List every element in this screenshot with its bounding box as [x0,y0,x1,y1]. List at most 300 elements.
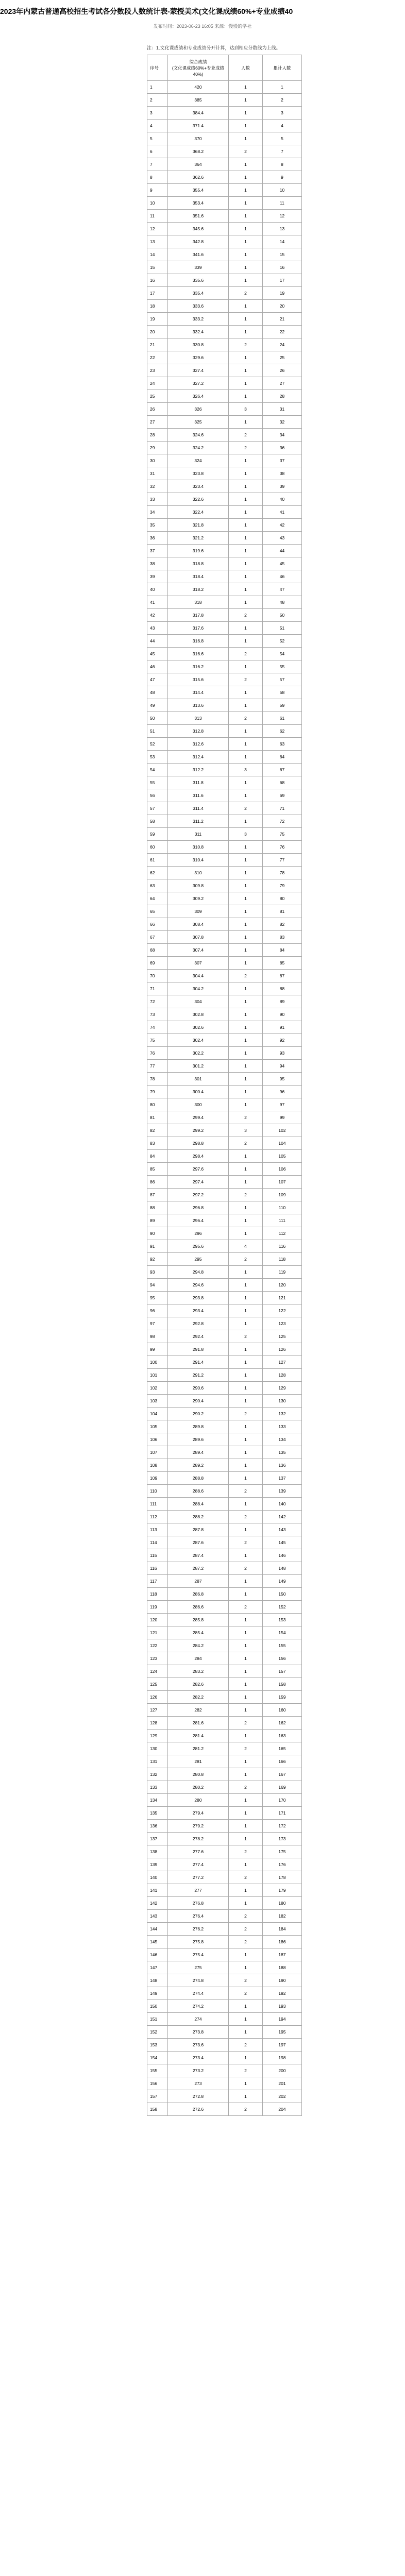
cell-count: 1 [229,1794,263,1807]
cell-score: 316.6 [168,648,229,660]
cell-index: 147 [147,1961,168,1974]
cell-index: 139 [147,1858,168,1871]
table-row [147,854,302,867]
table-row [147,1266,302,1279]
cell-count: 1 [229,918,263,931]
cell-score: 296.4 [168,1214,229,1227]
cell-cumulative: 17 [263,274,302,287]
table-row [147,1060,302,1073]
cell-index: 135 [147,1807,168,1820]
table-row [147,1201,302,1214]
cell-count: 2 [229,1111,263,1124]
table-row [147,1614,302,1626]
cell-index: 115 [147,1549,168,1562]
cell-score: 281.4 [168,1730,229,1742]
cell-index: 133 [147,1781,168,1794]
table-row [147,1098,302,1111]
table-row [147,390,302,403]
cell-score: 314.4 [168,686,229,699]
cell-cumulative: 116 [263,1240,302,1253]
cell-count: 1 [229,1292,263,1304]
cell-cumulative: 95 [263,1073,302,1086]
cell-count: 1 [229,841,263,854]
cell-count: 3 [229,403,263,416]
cell-index: 35 [147,519,168,532]
table-row [147,2039,302,2052]
table-row [147,184,302,197]
cell-count: 2 [229,1871,263,1884]
cell-score: 294.8 [168,1266,229,1279]
cell-cumulative: 72 [263,815,302,828]
cell-count: 1 [229,1163,263,1176]
cell-index: 87 [147,1189,168,1201]
cell-count: 1 [229,1214,263,1227]
cell-score: 273.6 [168,2039,229,2052]
cell-index: 136 [147,1820,168,1833]
table-row [147,1086,302,1098]
header-count: 人数 [229,55,263,81]
cell-count: 1 [229,1768,263,1781]
cell-index: 81 [147,1111,168,1124]
table-row [147,1459,302,1472]
cell-score: 289.6 [168,1433,229,1446]
cell-count: 1 [229,1304,263,1317]
table-row [147,1652,302,1665]
table-row [147,1910,302,1923]
cell-index: 106 [147,1433,168,1446]
table-row [147,1923,302,1936]
cell-count: 2 [229,1987,263,2000]
cell-index: 146 [147,1948,168,1961]
cell-cumulative: 82 [263,918,302,931]
cell-index: 51 [147,725,168,738]
table-row [147,1111,302,1124]
cell-cumulative: 7 [263,145,302,158]
cell-score: 302.2 [168,1047,229,1060]
table-row [147,1137,302,1150]
cell-score: 287.4 [168,1549,229,1562]
cell-index: 57 [147,802,168,815]
cell-score: 351.6 [168,210,229,223]
cell-count: 1 [229,454,263,467]
cell-count: 1 [229,210,263,223]
cell-count: 2 [229,1485,263,1498]
cell-cumulative: 38 [263,467,302,480]
cell-cumulative: 169 [263,1781,302,1794]
cell-count: 1 [229,1098,263,1111]
cell-cumulative: 67 [263,764,302,776]
cell-count: 1 [229,416,263,429]
cell-cumulative: 180 [263,1897,302,1910]
cell-score: 290.4 [168,1395,229,1408]
cell-count: 1 [229,1047,263,1060]
cell-cumulative: 39 [263,480,302,493]
cell-score: 327.4 [168,364,229,377]
table-row [147,1382,302,1395]
cell-count: 1 [229,982,263,995]
cell-count: 1 [229,467,263,480]
cell-index: 64 [147,892,168,905]
table-row [147,326,302,338]
cell-score: 298.4 [168,1150,229,1163]
cell-cumulative: 36 [263,442,302,454]
cell-count: 1 [229,892,263,905]
cell-count: 1 [229,493,263,506]
cell-cumulative: 12 [263,210,302,223]
cell-score: 298.8 [168,1137,229,1150]
cell-count: 1 [229,776,263,789]
cell-score: 302.8 [168,1008,229,1021]
table-row [147,145,302,158]
cell-count: 1 [229,1317,263,1330]
cell-index: 22 [147,351,168,364]
table-row [147,2052,302,2064]
cell-index: 86 [147,1176,168,1189]
cell-index: 91 [147,1240,168,1253]
cell-score: 316.8 [168,635,229,648]
cell-count: 1 [229,364,263,377]
cell-count: 1 [229,738,263,751]
cell-count: 1 [229,1459,263,1472]
cell-count: 1 [229,274,263,287]
cell-score: 272.8 [168,2090,229,2103]
cell-score: 324.6 [168,429,229,442]
cell-index: 103 [147,1395,168,1408]
cell-index: 119 [147,1601,168,1614]
table-row [147,2064,302,2077]
table-row [147,171,302,184]
cell-score: 304 [168,995,229,1008]
table-row [147,1008,302,1021]
table-row [147,1691,302,1704]
cell-index: 123 [147,1652,168,1665]
table-row [147,313,302,326]
cell-score: 302.4 [168,1034,229,1047]
cell-index: 128 [147,1717,168,1730]
cell-cumulative: 51 [263,622,302,635]
cell-count: 1 [229,519,263,532]
cell-cumulative: 71 [263,802,302,815]
table-row [147,931,302,944]
cell-score: 364 [168,158,229,171]
table-row [147,764,302,776]
cell-cumulative: 69 [263,789,302,802]
cell-index: 126 [147,1691,168,1704]
cell-count: 2 [229,287,263,300]
table-row [147,841,302,854]
cell-cumulative: 121 [263,1292,302,1304]
cell-score: 289.4 [168,1446,229,1459]
table-header-row [147,55,302,81]
cell-count: 1 [229,184,263,197]
table-row [147,493,302,506]
cell-score: 318 [168,596,229,609]
table-row [147,776,302,789]
table-row [147,879,302,892]
cell-score: 294.6 [168,1279,229,1292]
cell-index: 7 [147,158,168,171]
cell-cumulative: 160 [263,1704,302,1717]
cell-score: 321.2 [168,532,229,545]
table-row [147,905,302,918]
cell-count: 1 [229,879,263,892]
cell-score: 299.2 [168,1124,229,1137]
cell-count: 1 [229,2052,263,2064]
cell-count: 1 [229,1704,263,1717]
cell-index: 50 [147,712,168,725]
cell-score: 276.2 [168,1923,229,1936]
cell-index: 105 [147,1420,168,1433]
cell-index: 76 [147,1047,168,1060]
cell-index: 116 [147,1562,168,1575]
cell-index: 137 [147,1833,168,1845]
cell-cumulative: 14 [263,235,302,248]
cell-index: 38 [147,557,168,570]
cell-count: 2 [229,2039,263,2052]
cell-score: 277.6 [168,1845,229,1858]
cell-index: 41 [147,596,168,609]
cell-index: 89 [147,1214,168,1227]
cell-cumulative: 47 [263,583,302,596]
cell-score: 277.4 [168,1858,229,1871]
cell-score: 335.6 [168,274,229,287]
table-row [147,107,302,120]
table-row [147,596,302,609]
cell-cumulative: 4 [263,120,302,132]
table-row [147,2077,302,2090]
cell-score: 313 [168,712,229,725]
cell-cumulative: 21 [263,313,302,326]
cell-index: 156 [147,2077,168,2090]
cell-cumulative: 201 [263,2077,302,2090]
cell-index: 42 [147,609,168,622]
cell-index: 34 [147,506,168,519]
cell-cumulative: 119 [263,1266,302,1279]
cell-index: 153 [147,2039,168,2052]
cell-index: 150 [147,2000,168,2013]
cell-cumulative: 156 [263,1652,302,1665]
cell-cumulative: 159 [263,1691,302,1704]
cell-score: 285.8 [168,1614,229,1626]
cell-count: 1 [229,905,263,918]
table-row [147,1678,302,1691]
cell-count: 1 [229,1086,263,1098]
cell-count: 1 [229,1948,263,1961]
table-row [147,1858,302,1871]
cell-cumulative: 27 [263,377,302,390]
cell-count: 1 [229,944,263,957]
cell-cumulative: 102 [263,1124,302,1137]
table-row [147,1408,302,1420]
cell-cumulative: 54 [263,648,302,660]
cell-score: 273.4 [168,2052,229,2064]
cell-count: 1 [229,699,263,712]
cell-score: 307 [168,957,229,970]
cell-cumulative: 193 [263,2000,302,2013]
cell-count: 1 [229,557,263,570]
cell-score: 371.4 [168,120,229,132]
cell-count: 2 [229,1974,263,1987]
cell-score: 311 [168,828,229,841]
table-row [147,338,302,351]
table-row [147,158,302,171]
cell-score: 345.6 [168,223,229,235]
table-row [147,815,302,828]
cell-cumulative: 149 [263,1575,302,1588]
cell-cumulative: 129 [263,1382,302,1395]
cell-index: 52 [147,738,168,751]
cell-score: 324 [168,454,229,467]
table-row [147,1845,302,1858]
cell-index: 98 [147,1330,168,1343]
cell-cumulative: 188 [263,1961,302,1974]
cell-cumulative: 9 [263,171,302,184]
cell-count: 1 [229,1897,263,1910]
cell-count: 1 [229,313,263,326]
cell-score: 277 [168,1884,229,1897]
cell-index: 14 [147,248,168,261]
table-row [147,712,302,725]
cell-cumulative: 37 [263,454,302,467]
table-row [147,1588,302,1601]
cell-count: 2 [229,1511,263,1523]
cell-count: 1 [229,261,263,274]
cell-index: 77 [147,1060,168,1073]
cell-cumulative: 25 [263,351,302,364]
cell-count: 1 [229,1884,263,1897]
cell-index: 149 [147,1987,168,2000]
cell-score: 281.2 [168,1742,229,1755]
table-row [147,1897,302,1910]
cell-score: 318.4 [168,570,229,583]
table-row [147,1446,302,1459]
cell-cumulative: 171 [263,1807,302,1820]
cell-cumulative: 75 [263,828,302,841]
cell-score: 355.4 [168,184,229,197]
table-row [147,944,302,957]
table-row [147,1073,302,1086]
table-row [147,94,302,107]
cell-count: 1 [229,532,263,545]
cell-score: 312.2 [168,764,229,776]
table-row [147,1807,302,1820]
cell-cumulative: 182 [263,1910,302,1923]
table-row [147,557,302,570]
cell-count: 1 [229,1961,263,1974]
cell-score: 282.2 [168,1691,229,1704]
cell-index: 152 [147,2026,168,2039]
cell-index: 129 [147,1730,168,1742]
cell-cumulative: 132 [263,1408,302,1420]
table-row [147,223,302,235]
cell-count: 1 [229,1472,263,1485]
cell-score: 296 [168,1227,229,1240]
cell-count: 2 [229,1330,263,1343]
cell-cumulative: 63 [263,738,302,751]
cell-cumulative: 77 [263,854,302,867]
cell-score: 318.2 [168,583,229,596]
cell-score: 324.2 [168,442,229,454]
table-row [147,583,302,596]
cell-index: 99 [147,1343,168,1356]
table-row [147,1021,302,1034]
table-row [147,364,302,377]
cell-score: 297.6 [168,1163,229,1176]
table-row [147,1742,302,1755]
cell-index: 141 [147,1884,168,1897]
cell-count: 1 [229,1678,263,1691]
cell-index: 114 [147,1536,168,1549]
cell-index: 112 [147,1511,168,1523]
table-row [147,1369,302,1382]
cell-index: 12 [147,223,168,235]
cell-cumulative: 61 [263,712,302,725]
cell-cumulative: 46 [263,570,302,583]
article-meta [0,23,405,29]
cell-cumulative: 139 [263,1485,302,1498]
cell-count: 2 [229,1137,263,1150]
cell-index: 83 [147,1137,168,1150]
cell-index: 1 [147,81,168,94]
cell-cumulative: 162 [263,1717,302,1730]
cell-cumulative: 184 [263,1923,302,1936]
cell-score: 302.6 [168,1021,229,1034]
cell-cumulative: 192 [263,1987,302,2000]
table-row [147,1240,302,1253]
cell-index: 157 [147,2090,168,2103]
cell-cumulative: 5 [263,132,302,145]
cell-count: 1 [229,171,263,184]
cell-index: 75 [147,1034,168,1047]
table-row [147,1343,302,1356]
table-row [147,1356,302,1369]
cell-count: 1 [229,1034,263,1047]
cell-index: 46 [147,660,168,673]
cell-cumulative: 154 [263,1626,302,1639]
cell-index: 67 [147,931,168,944]
cell-score: 310.4 [168,854,229,867]
cell-score: 317.6 [168,622,229,635]
cell-cumulative: 153 [263,1614,302,1626]
cell-count: 4 [229,1240,263,1253]
cell-score: 295 [168,1253,229,1266]
cell-index: 110 [147,1485,168,1498]
cell-count: 1 [229,1343,263,1356]
cell-score: 317.8 [168,609,229,622]
cell-score: 279.4 [168,1807,229,1820]
table-row [147,751,302,764]
table-row [147,738,302,751]
table-row [147,1639,302,1652]
table-row [147,454,302,467]
cell-count: 1 [229,1665,263,1678]
table-row [147,1433,302,1446]
table-row [147,1536,302,1549]
cell-index: 63 [147,879,168,892]
table-row [147,1279,302,1292]
cell-score: 326.4 [168,390,229,403]
cell-cumulative: 173 [263,1833,302,1845]
cell-cumulative: 1 [263,81,302,94]
cell-index: 73 [147,1008,168,1021]
cell-score: 312.8 [168,725,229,738]
cell-score: 301 [168,1073,229,1086]
cell-score: 322.6 [168,493,229,506]
cell-cumulative: 202 [263,2090,302,2103]
cell-score: 293.4 [168,1304,229,1317]
cell-cumulative: 81 [263,905,302,918]
cell-score: 323.8 [168,467,229,480]
